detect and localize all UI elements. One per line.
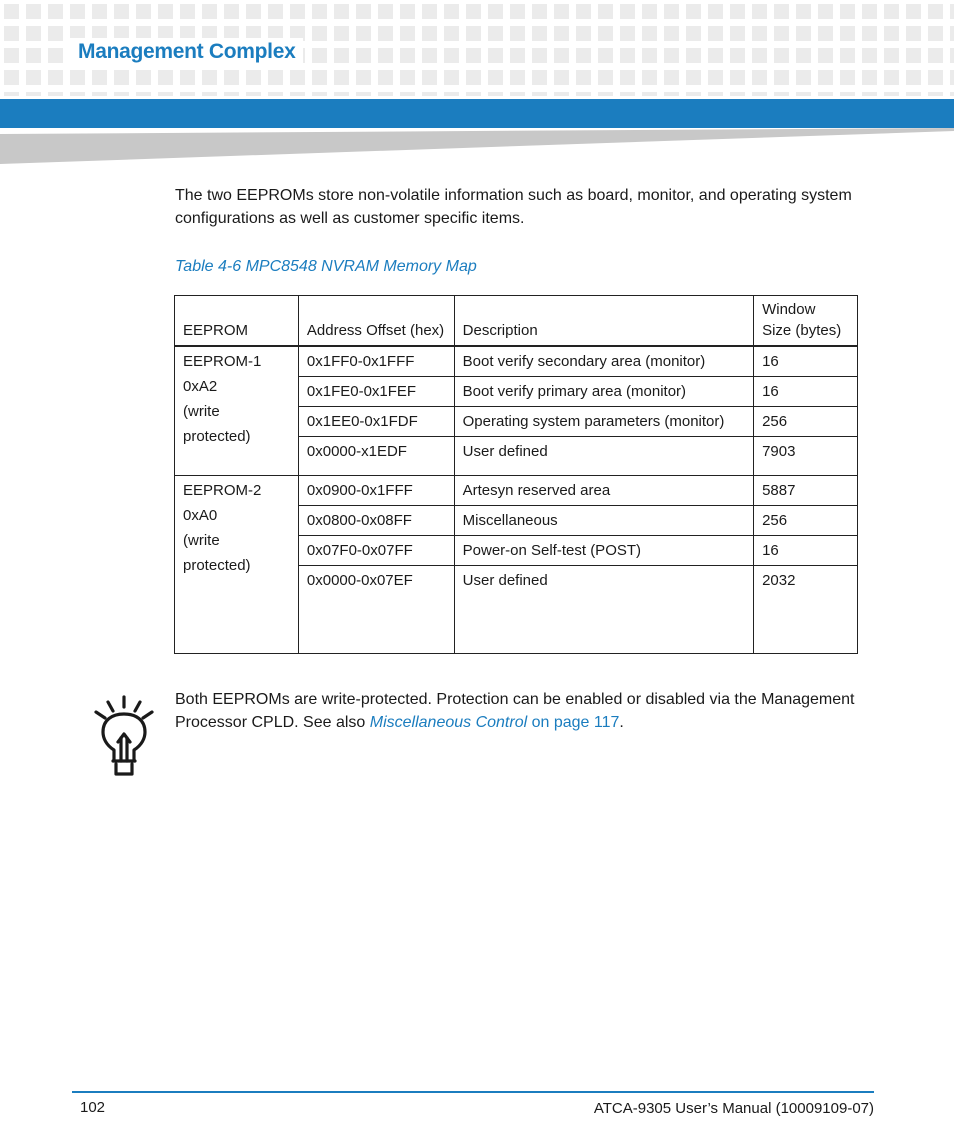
note-paragraph [175,688,875,734]
note-text: Both EEPROMs are write-protected. Protection can be enabled or disabled via the Management Processor CPLD. See also [175,691,855,731]
header-blue-bar [0,99,954,128]
offset-cell: 0x1FE0-0x1FEF [298,377,454,407]
offset-cell: 0x07F0-0x07FF [298,536,454,566]
eeprom-name: EEPROM-2 [183,482,262,499]
offset-cell: 0x0000-x1EDF [298,437,454,476]
document-title: ATCA-9305 User’s Manual (10009109-07) [593,1100,874,1117]
lightbulb-icon [92,694,156,780]
eeprom-name: EEPROM-1 [183,353,262,370]
page-number: 102 [80,1099,106,1116]
description-cell: Boot verify primary area (monitor) [454,377,753,407]
size-cell: 256 [754,407,858,437]
offset-cell: 0x1EE0-0x1FDF [298,407,454,437]
table-caption: Table 4-6 MPC8548 NVRAM Memory Map [175,258,477,275]
eeprom-protection: (write [183,403,220,420]
description-cell: Operating system parameters (monitor) [454,407,753,437]
description-cell: Boot verify secondary area (monitor) [454,346,753,377]
header-window-size [754,296,858,347]
size-cell: 16 [754,536,858,566]
eeprom-protection: (write [183,532,220,549]
intro-paragraph: The two EEPROMs store non-volatile information such as board, monitor, and operating system configurations as well as customer specific items. [175,187,852,227]
eeprom-1-cell [175,346,299,476]
table-row [175,476,858,506]
eeprom-address: 0xA2 [183,378,218,395]
table-row [175,346,858,377]
description-cell: User defined [454,437,753,476]
header-description: Description [454,296,753,347]
size-cell: 5887 [754,476,858,506]
note-text-end: . [619,714,624,731]
cross-reference-link[interactable] [370,714,620,731]
description-cell: Artesyn reserved area [454,476,753,506]
section-title: Management Complex [70,38,303,66]
offset-cell: 0x0900-0x1FFF [298,476,454,506]
size-cell: 16 [754,377,858,407]
eeprom-protection: protected) [183,428,251,445]
size-cell: 256 [754,506,858,536]
cross-reference-page: on page 117 [527,714,620,731]
header-eeprom: EEPROM [175,296,299,347]
offset-cell: 0x0000-0x07EF [298,566,454,654]
header-address-offset: Address Offset (hex) [298,296,454,347]
size-cell: 2032 [754,566,858,654]
header-window-size-line2: Size (bytes) [762,322,842,339]
description-cell: Miscellaneous [454,506,753,536]
header-window-size-line1: Window [762,301,816,318]
size-cell: 16 [754,346,858,377]
header-grey-swoosh [0,128,954,164]
nvram-memory-map-table [174,295,858,654]
description-cell: User defined [454,566,753,654]
eeprom-2-cell [175,476,299,654]
footer-rule [72,1091,874,1093]
table-header-row [175,296,858,347]
description-cell: Power-on Self-test (POST) [454,536,753,566]
cross-reference-title: Miscellaneous Control [369,714,528,731]
offset-cell: 0x1FF0-0x1FFF [298,346,454,377]
offset-cell: 0x0800-0x08FF [298,506,454,536]
eeprom-protection: protected) [183,557,251,574]
size-cell: 7903 [754,437,858,476]
eeprom-address: 0xA0 [183,507,218,524]
